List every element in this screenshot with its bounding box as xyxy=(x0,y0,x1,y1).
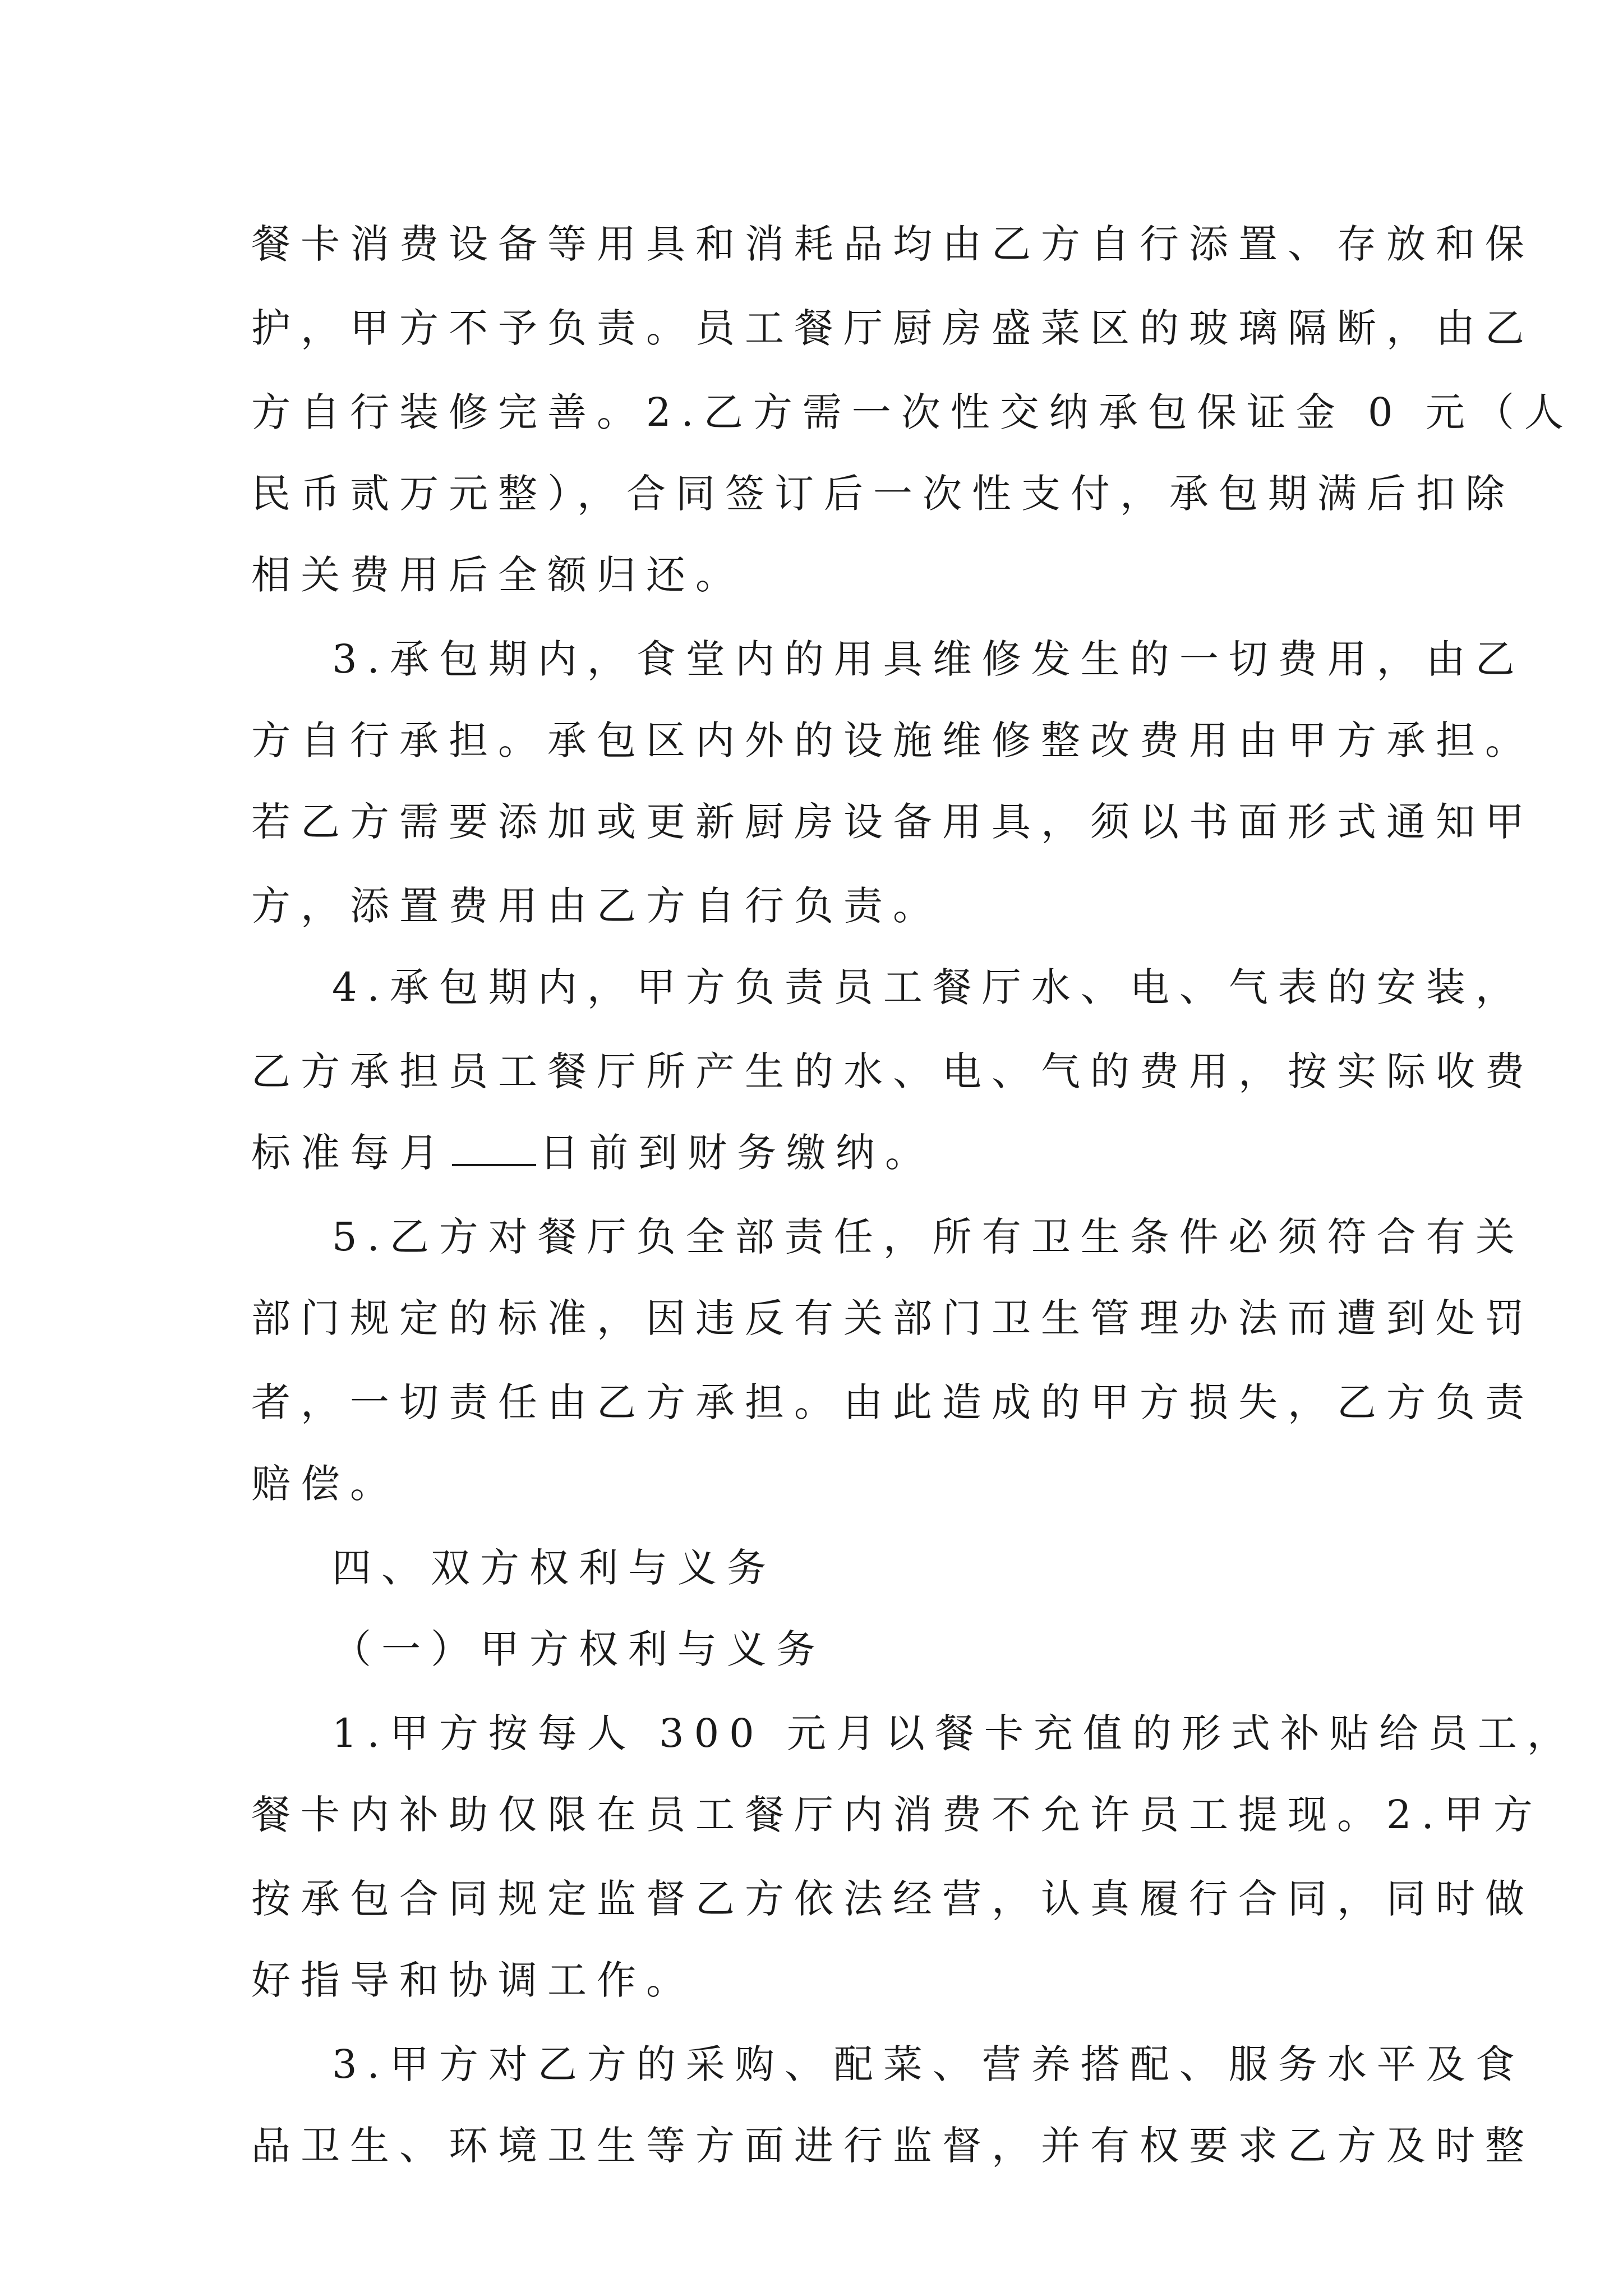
section-heading: 四、双方权利与义务 xyxy=(332,1545,776,1591)
paragraph-line: 若乙方需要添加或更新厨房设备用具，须以书面形式通知甲 xyxy=(251,799,1534,845)
paragraph-line: 好指导和协调工作。 xyxy=(251,1957,695,2003)
paragraph-line: 护，甲方不予负责。员工餐厅厨房盛菜区的玻璃隔断，由乙 xyxy=(251,305,1534,351)
text-segment: 标准每月 xyxy=(251,1130,449,1176)
paragraph-line: 3.甲方对乙方的采购、配菜、营养搭配、服务水平及食 xyxy=(332,2041,1525,2087)
paragraph-line: 餐卡内补助仅限在员工餐厅内消费不允许员工提现。2.甲方 xyxy=(251,1792,1543,1838)
paragraph-line: 相关费用后全额归还。 xyxy=(251,552,745,598)
paragraph-line: 5.乙方对餐厅负全部责任，所有卫生条件必须符合有关 xyxy=(332,1214,1525,1260)
paragraph-line: 乙方承担员工餐厅所产生的水、电、气的费用，按实际收费 xyxy=(251,1048,1534,1094)
paragraph-line: 品卫生、环境卫生等方面进行监督，并有权要求乙方及时整 xyxy=(251,2123,1534,2169)
subsection-heading: （一）甲方权利与义务 xyxy=(332,1626,826,1672)
fill-in-blank xyxy=(452,1128,536,1166)
paragraph-line: 民币贰万元整），合同签订后一次性支付，承包期满后扣除 xyxy=(251,471,1515,517)
paragraph-line: 赔偿。 xyxy=(251,1461,399,1507)
paragraph-line: 按承包合同规定监督乙方依法经营，认真履行合同，同时做 xyxy=(251,1876,1534,1922)
paragraph-line: 方自行承担。承包区内外的设施维修整改费用由甲方承担。 xyxy=(251,717,1534,763)
paragraph-line: 餐卡消费设备等用具和消耗品均由乙方自行添置、存放和保 xyxy=(251,221,1534,267)
paragraph-line: 者，一切责任由乙方承担。由此造成的甲方损失，乙方负责 xyxy=(251,1379,1534,1425)
paragraph-line: 1.甲方按每人 300 元月以餐卡充值的形式补贴给员工， xyxy=(332,1710,1576,1756)
paragraph-line xyxy=(251,1125,934,1181)
text-segment: 日前到财务缴纳。 xyxy=(540,1130,934,1176)
paragraph-line: 4.承包期内，甲方负责员工餐厅水、电、气表的安装， xyxy=(332,964,1525,1010)
paragraph-line: 部门规定的标准，因违反有关部门卫生管理办法而遭到处罚 xyxy=(251,1295,1534,1341)
paragraph-line: 方，添置费用由乙方自行负责。 xyxy=(251,883,942,929)
paragraph-line: 3.承包期内，食堂内的用具维修发生的一切费用，由乙 xyxy=(332,636,1525,682)
paragraph-line: 方自行装修完善。2.乙方需一次性交纳承包保证金 0 元（人 xyxy=(251,389,1574,435)
